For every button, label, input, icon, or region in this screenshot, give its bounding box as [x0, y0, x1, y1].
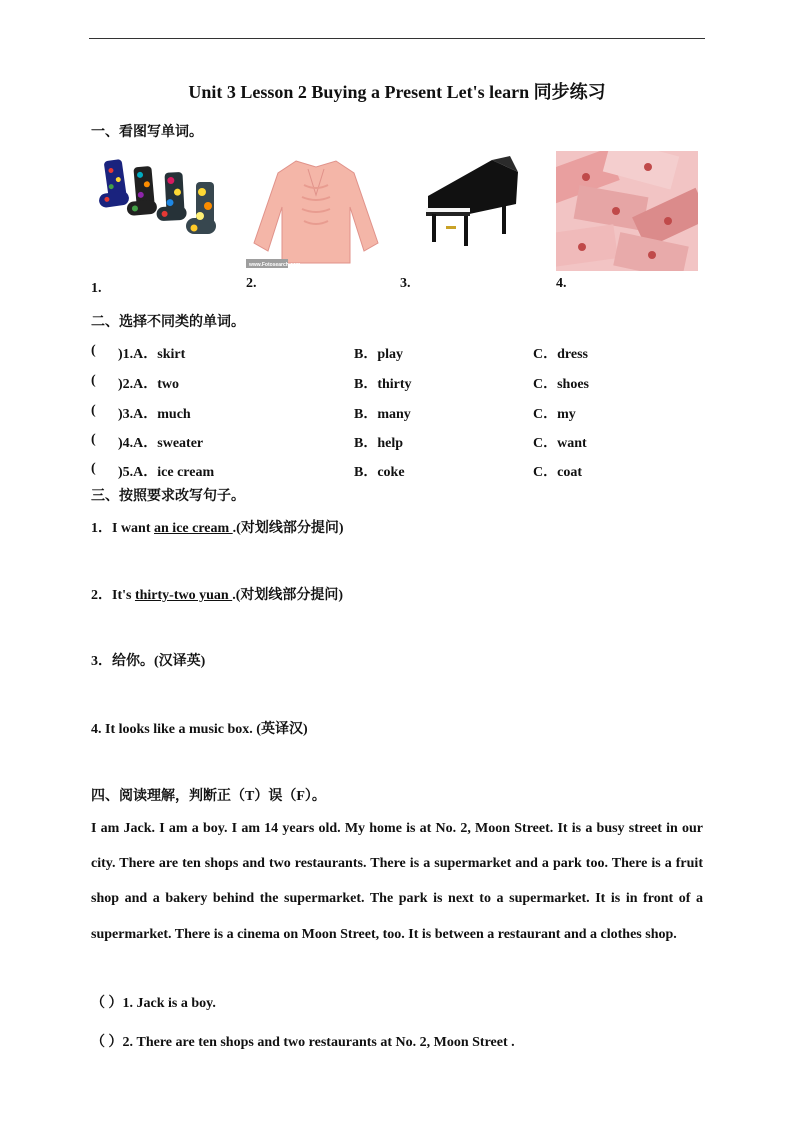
option-c: C．shoes	[533, 377, 590, 392]
question-text: 1．I want	[91, 521, 155, 536]
option-c: C．dress	[533, 347, 588, 362]
blouse-image	[246, 155, 386, 270]
section4-heading: 四、阅读理解，判断正（T）误（F）。	[91, 789, 326, 804]
option-a: )5.A．ice cream	[118, 465, 215, 480]
watermark-text: www.Fotosearch.com	[249, 262, 301, 268]
question-instruction: .(对划线部分提问)	[232, 588, 344, 603]
answer-blank[interactable]: (	[91, 461, 96, 476]
underlined-part: an ice cream	[154, 521, 233, 536]
option-b: B．thirty	[354, 377, 412, 392]
answer-blank[interactable]: (	[91, 403, 96, 418]
option-b: B．coke	[354, 465, 405, 480]
option-c: C．coat	[533, 465, 582, 480]
statement-text: 1. Jack is a boy.	[122, 996, 216, 1011]
option-c: C．want	[533, 436, 587, 451]
question-instruction: .(对划线部分提问)	[232, 521, 344, 536]
socks-image	[96, 152, 226, 247]
translate-question-3: 3．给你。(汉译英)	[91, 654, 206, 669]
picture-number-3: 3.	[400, 276, 411, 291]
option-b: B．help	[354, 436, 404, 451]
option-a: )3.A．much	[118, 407, 191, 422]
rewrite-question-2	[91, 584, 343, 604]
header-rule	[89, 38, 705, 39]
judgement-item-1	[91, 992, 216, 1012]
piano-image	[420, 156, 522, 248]
option-b: B．many	[354, 407, 411, 422]
section3-heading: 三、按照要求改写句子。	[91, 489, 245, 504]
money-image	[556, 151, 698, 271]
option-a: )1.A．skirt	[118, 347, 186, 362]
answer-blank[interactable]: （ ）	[91, 1035, 123, 1050]
answer-blank[interactable]: （ ）	[91, 996, 123, 1011]
reading-passage: I am Jack. I am a boy. I am 14 years old. My home is at No. 2, Moon Street. It is a busy street in our city. There are ten shops and two restaurants. There is a supermarket and a park too. There is a fruit shop and a bakery behind the supermarket. The park is next to a supermarket. It is in front of a supermarket. There is a cinema on Moon Street, too. It is between a restaurant and a clothes shop.	[91, 821, 703, 942]
picture-number-1: 1.	[91, 281, 102, 296]
option-a: )2.A．two	[118, 377, 180, 392]
answer-blank[interactable]: (	[91, 432, 96, 447]
option-a: )4.A．sweater	[118, 436, 204, 451]
statement-text: 2. There are ten shops and two restaurants at No. 2, Moon Street .	[122, 1035, 515, 1050]
answer-blank[interactable]: (	[91, 343, 96, 358]
judgement-item-2	[91, 1031, 515, 1051]
translate-question-4: 4. It looks like a music box. (英译汉)	[91, 722, 308, 737]
page-title: Unit 3 Lesson 2 Buying a Present Let's learn 同步练习	[188, 82, 606, 102]
picture-number-2: 2.	[246, 276, 257, 291]
rewrite-question-1	[91, 517, 344, 537]
answer-blank[interactable]: (	[91, 373, 96, 388]
question-text: 2．It's	[91, 588, 135, 603]
option-b: B．play	[354, 347, 404, 362]
picture-number-4: 4.	[556, 276, 567, 291]
underlined-part: thirty-two yuan	[134, 588, 233, 603]
section2-heading: 二、选择不同类的单词。	[91, 315, 245, 330]
section1-heading: 一、看图写单词。	[91, 125, 203, 140]
option-c: C．my	[533, 407, 576, 422]
